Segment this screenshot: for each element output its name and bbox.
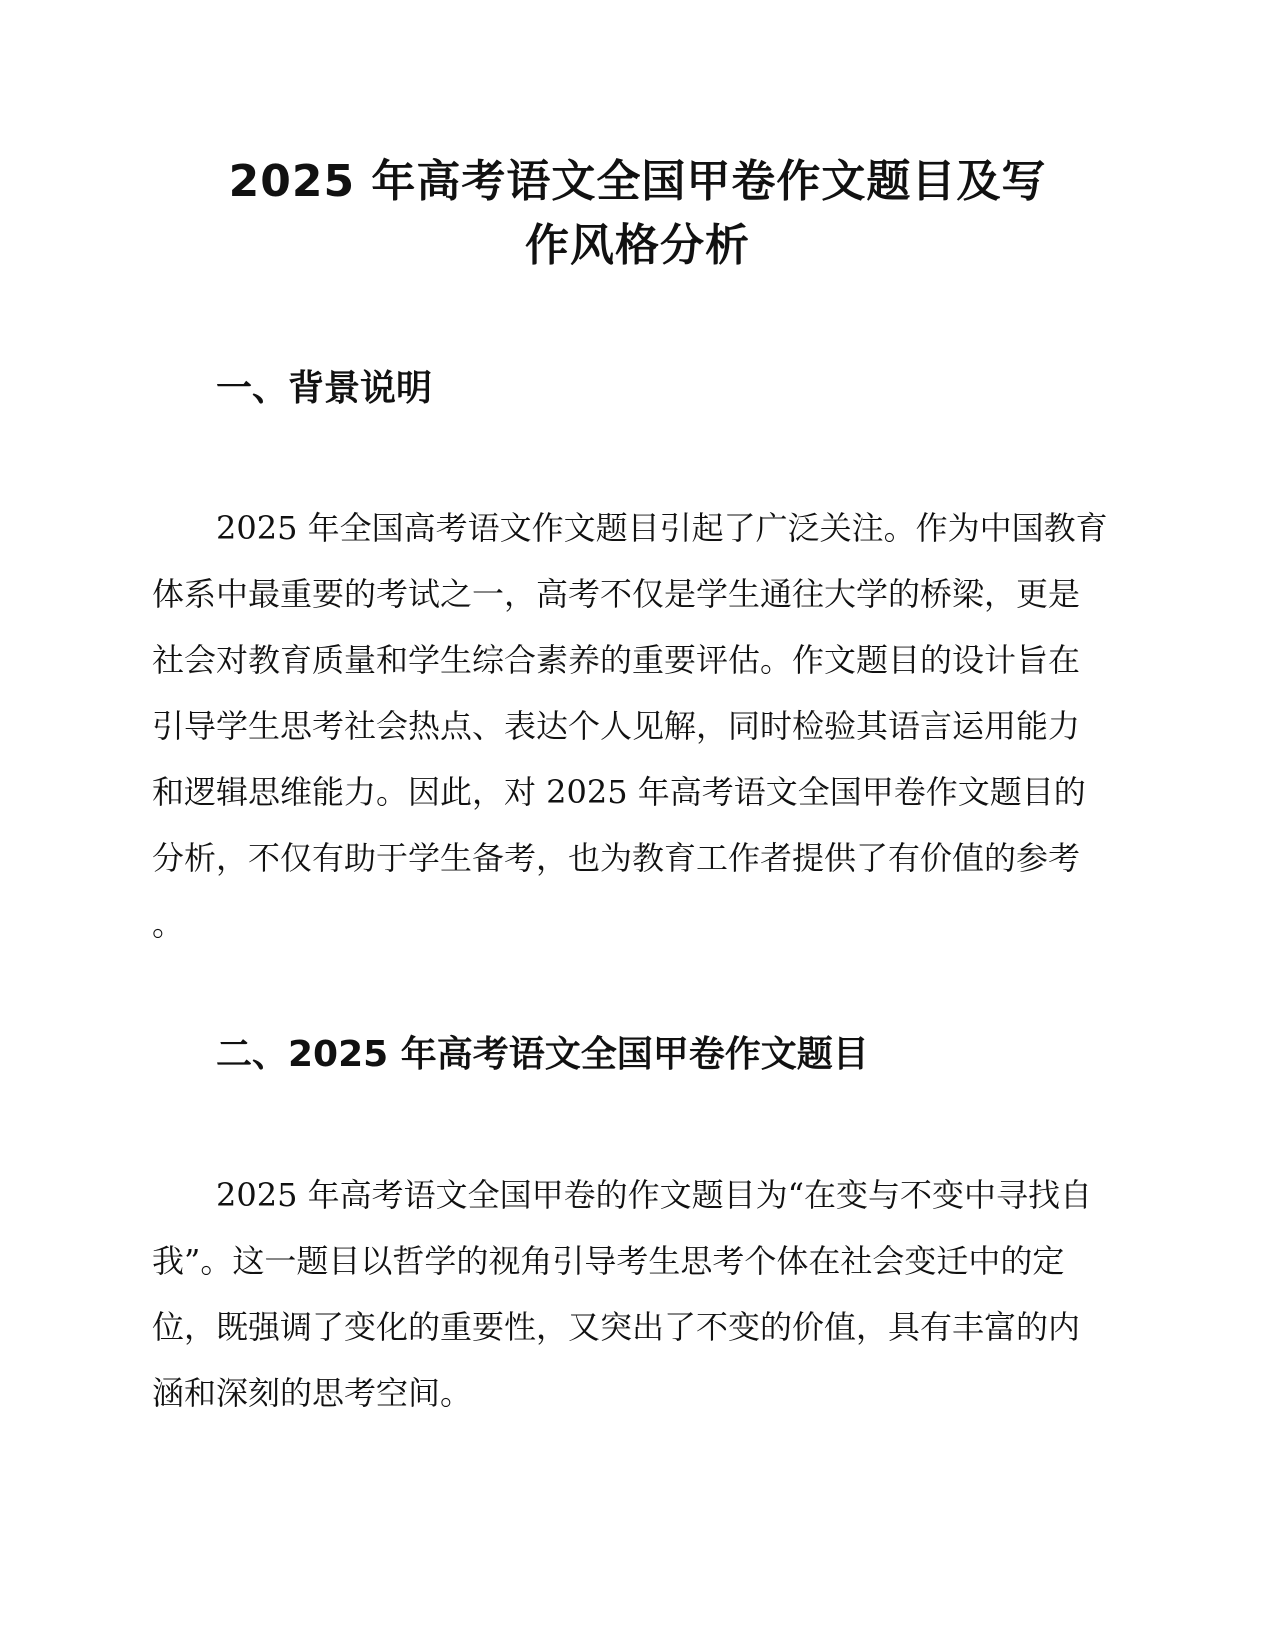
- title-line: 作风格分析: [525, 220, 750, 271]
- paragraph-line: 2025 年全国高考语文作文题目引起了广泛关注。作为中国教育: [216, 509, 1108, 547]
- paragraph-line: 引导学生思考社会热点、表达个人见解，同时检验其语言运用能力: [152, 707, 1081, 745]
- paragraph-line: 和逻辑思维能力。因此，对 2025 年高考语文全国甲卷作文题目的: [152, 773, 1086, 811]
- paragraph-line: 2025 年高考语文全国甲卷的作文题目为“在变与不变中寻找自: [216, 1176, 1092, 1214]
- title-line: 2025 年高考语文全国甲卷作文题目及写: [228, 156, 1047, 207]
- section-heading-essay-topic: 二、2025 年高考语文全国甲卷作文题目: [216, 1034, 869, 1075]
- paragraph-background: [152, 495, 1127, 957]
- section-heading-background: 一、背景说明: [216, 368, 433, 409]
- paragraph-line: 社会对教育质量和学生综合素养的重要评估。作文题目的设计旨在: [152, 641, 1081, 679]
- document-title: [150, 150, 1125, 278]
- paragraph-essay-topic: [152, 1162, 1127, 1426]
- paragraph-line: 分析，不仅有助于学生备考，也为教育工作者提供了有价值的参考: [152, 839, 1081, 877]
- paragraph-line: 体系中最重要的考试之一，高考不仅是学生通往大学的桥梁，更是: [152, 575, 1081, 613]
- paragraph-line: 位，既强调了变化的重要性，又突出了不变的价值，具有丰富的内: [152, 1308, 1081, 1346]
- paragraph-line: 我”。这一题目以哲学的视角引导考生思考个体在社会变迁中的定: [152, 1242, 1065, 1280]
- paragraph-line: 涵和深刻的思考空间。: [152, 1374, 473, 1412]
- paragraph-line: 。: [152, 905, 185, 943]
